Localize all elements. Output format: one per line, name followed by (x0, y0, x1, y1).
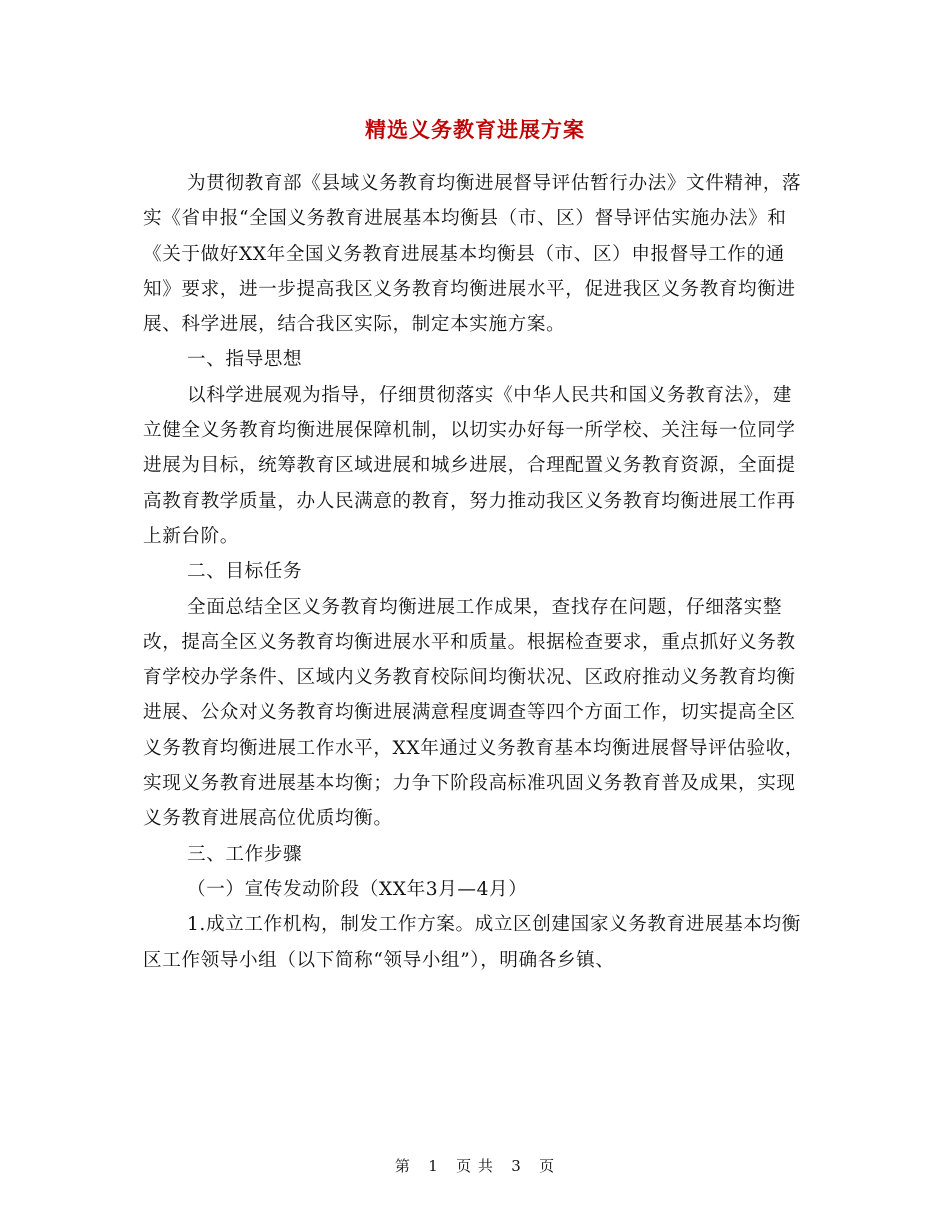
page-footer (0, 1155, 950, 1176)
footer-middle: 页 共 (456, 1157, 494, 1175)
paragraph-intro: 为贯彻教育部《县域义务教育均衡进展督导评估暂行办法》文件精神，落实《省申报“全国义务教育进展基本均衡县（市、区）督导评估实施办法》和《关于做好XX年全国义务教育进展基本均衡县（市、区）申报督导工作的通知》要求，进一步提高我区义务教育均衡进展水平，促进我区义务教育均衡进展、科学进展，结合我区实际，制定本实施方案。 (143, 173, 802, 336)
paragraph-step-1: 1.成立工作机构，制发工作方案。成立区创建国家义务教育进展基本均衡区工作领导小组（以下简称“领导小组”），明确各乡镇、 (143, 914, 801, 971)
paragraph-goals-tasks: 全面总结全区义务教育均衡进展工作成果，查找存在问题，仔细落实整改，提高全区义务教育均衡进展水平和质量。根据检查要求，重点抓好义务教育学校办学条件、区域内义务教育校际间均衡状况、区政府推动义务教育均衡进展、公众对义务教育均衡进展满意程度调查等四个方面工作，切实提高全区义务教育均衡进展工作水平，XX年通过义务教育基本均衡进展督导评估验收，实现义务教育进展基本均衡；力争下阶段高标准巩固义务教育普及成果，实现义务教育进展高位优质均衡。 (143, 596, 805, 830)
footer-page-number: 1 (428, 1157, 439, 1175)
subheading-publicity-stage: （一）宣传发动阶段（XX年3月—4月） (187, 878, 528, 900)
heading-guiding-ideology: 一、指导思想 (187, 349, 303, 371)
document-title: 精选义务教育进展方案 (365, 118, 585, 142)
footer-suffix: 页 (539, 1157, 556, 1175)
heading-work-steps: 三、工作步骤 (187, 843, 303, 865)
footer-prefix: 第 (394, 1157, 411, 1175)
paragraph-guiding-ideology: 以科学进展观为指导，仔细贯彻落实《中华人民共和国义务教育法》，建立健全义务教育均衡进展保障机制，以切实办好每一所学校、关注每一位同学进展为目标，统筹教育区域进展和城乡进展，合理配置义务教育资源，全面提高教育教学质量，办人民满意的教育，努力推动我区义务教育均衡进展工作再上新台阶。 (143, 384, 796, 547)
document-body (143, 166, 807, 978)
heading-goals-tasks: 二、目标任务 (187, 561, 303, 583)
footer-total-pages: 3 (511, 1157, 522, 1175)
